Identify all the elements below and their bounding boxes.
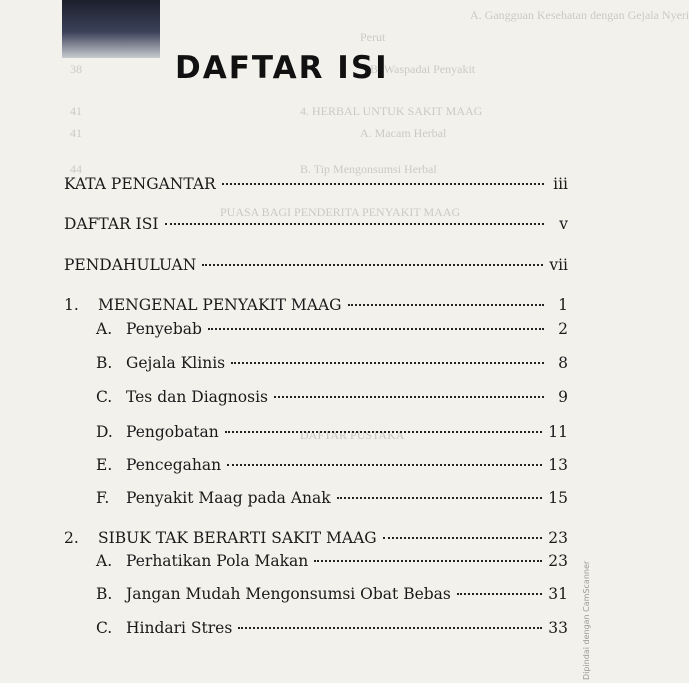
bleed-text: 4. HERBAL UNTUK SAKIT MAAG (300, 104, 483, 118)
toc-label: Hindari Stres (126, 619, 233, 637)
toc-page-number: 23 (548, 552, 568, 570)
toc-page-number: 15 (548, 489, 568, 507)
bleed-text: DAFTAR PUSTAKA (300, 428, 405, 442)
toc-page-number: 1 (558, 296, 568, 314)
toc-label: Pencegahan (126, 456, 222, 474)
dot-leader (383, 537, 543, 539)
toc-chapter[interactable] (64, 296, 568, 314)
bleed-text: A. Macam Herbal (360, 126, 447, 140)
header-decoration (62, 0, 160, 58)
toc-subentry[interactable] (96, 423, 568, 441)
toc-label: MENGENAL PENYAKIT MAAG (98, 296, 342, 314)
toc-page-number: 2 (558, 320, 568, 338)
toc-subentry[interactable] (96, 585, 568, 603)
toc-subentry[interactable] (96, 619, 568, 637)
bleed-text: 41 (70, 126, 82, 140)
dot-leader (231, 362, 544, 364)
bleed-text: Perut (360, 30, 386, 44)
toc-entry[interactable] (64, 215, 568, 233)
bleed-text: 44 (70, 162, 82, 176)
toc-label: SIBUK TAK BERARTI SAKIT MAAG (98, 529, 377, 547)
toc-subentry[interactable] (96, 388, 568, 406)
scanner-watermark: Dipindai dengan CamScanner (582, 560, 591, 680)
toc-subentry[interactable] (96, 320, 568, 338)
dot-leader (202, 264, 543, 266)
toc-label: Penyakit Maag pada Anak (126, 489, 331, 507)
dot-leader (314, 560, 542, 562)
toc-page-number: 23 (548, 529, 568, 547)
toc-label: DAFTAR ISI (64, 215, 159, 233)
toc-page-number: v (559, 215, 568, 233)
dot-leader (227, 464, 542, 466)
toc-chapter[interactable] (64, 529, 568, 547)
toc-page-number: iii (553, 175, 568, 193)
dot-leader (222, 183, 544, 185)
bleed-text: B. Tip Mengonsumsi Herbal (300, 162, 437, 176)
toc-subentry[interactable] (96, 489, 568, 507)
dot-leader (274, 396, 544, 398)
toc-subentry[interactable] (96, 456, 568, 474)
bleed-text: 38 (70, 62, 82, 76)
toc-entry[interactable] (64, 175, 568, 193)
toc-page-number: 11 (548, 423, 568, 441)
section-letter: E. (96, 456, 113, 474)
dot-leader (348, 304, 544, 306)
bleed-text: 41 (70, 104, 82, 118)
chapter-number: 1. (64, 296, 79, 314)
section-letter: C. (96, 619, 113, 637)
toc-page-number: 8 (558, 354, 568, 372)
toc-subentry[interactable] (96, 354, 568, 372)
section-letter: D. (96, 423, 113, 441)
dot-leader (165, 223, 544, 225)
toc-label: Perhatikan Pola Makan (126, 552, 309, 570)
dot-leader (238, 627, 542, 629)
toc-page-number: 31 (548, 585, 568, 603)
page-title: DAFTAR ISI (175, 50, 389, 86)
toc-subentry[interactable] (96, 552, 568, 570)
toc-label: PENDAHULUAN (64, 256, 197, 274)
section-letter: B. (96, 585, 113, 603)
section-letter: F. (96, 489, 110, 507)
section-letter: A. (96, 320, 113, 338)
section-letter: A. (96, 552, 113, 570)
chapter-number: 2. (64, 529, 79, 547)
toc-page-number: 33 (548, 619, 568, 637)
toc-page-number: vii (549, 256, 568, 274)
toc-page-number: 13 (548, 456, 568, 474)
dot-leader (457, 593, 542, 595)
toc-label: Tes dan Diagnosis (126, 388, 268, 406)
toc-label: Pengobatan (126, 423, 219, 441)
toc-label: Gejala Klinis (126, 354, 226, 372)
bleed-text: PUASA BAGI PENDERITA PENYAKIT MAAG (220, 205, 461, 219)
toc-label: Jangan Mudah Mengonsumsi Obat Bebas (126, 585, 451, 603)
toc-label: KATA PENGANTAR (64, 175, 216, 193)
dot-leader (337, 497, 543, 499)
toc-entry[interactable] (64, 256, 568, 274)
toc-page-number: 9 (558, 388, 568, 406)
section-letter: B. (96, 354, 113, 372)
dot-leader (225, 431, 543, 433)
bleed-text: A. Gangguan Kesehatan dengan Gejala Nyeri (470, 8, 689, 22)
bleed-text: B. Waspadai Penyakit (370, 62, 476, 76)
section-letter: C. (96, 388, 113, 406)
dot-leader (208, 328, 544, 330)
toc-label: Penyebab (126, 320, 202, 338)
